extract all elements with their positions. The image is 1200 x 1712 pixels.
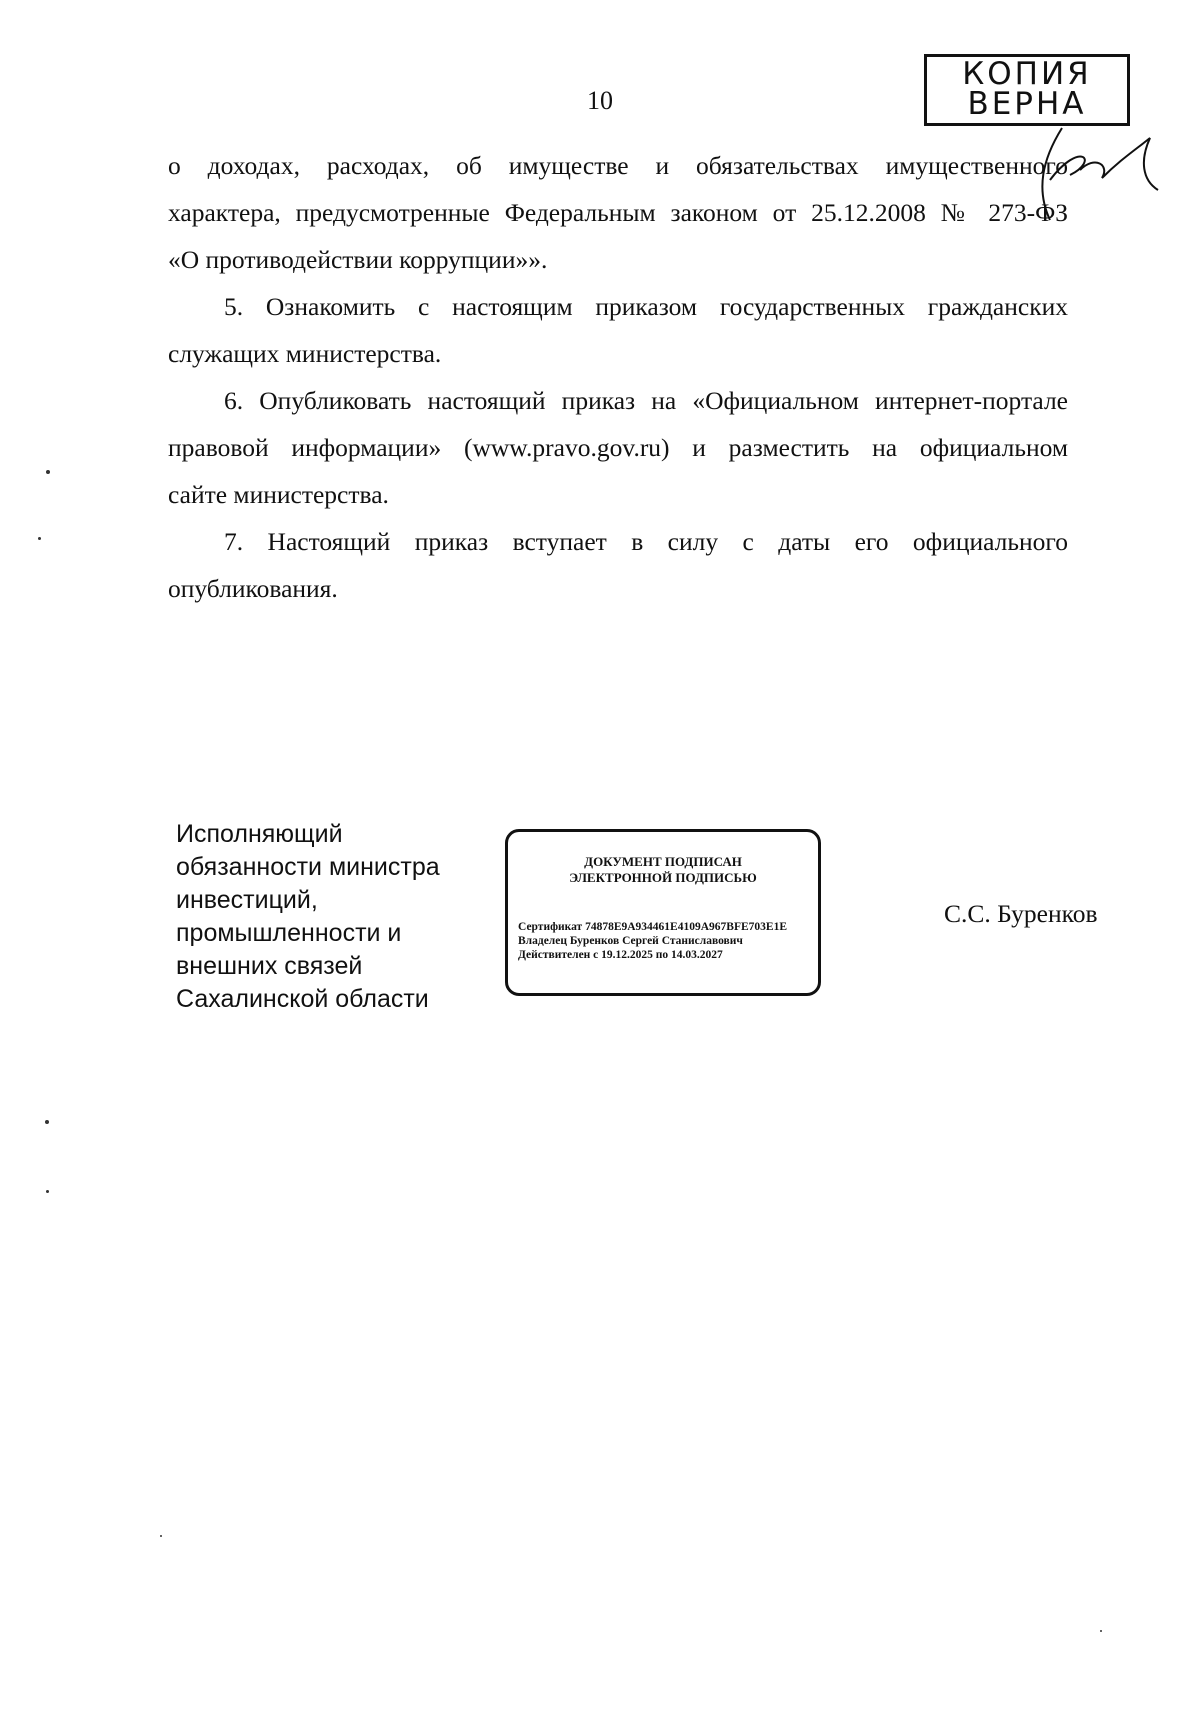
esig-title-line: ДОКУМЕНТ ПОДПИСАН xyxy=(584,854,742,869)
text-line: о доходах, расходах, об имуществе и обязательствах имущественного xyxy=(168,151,1068,180)
paragraph-6-line: сайте министерства. xyxy=(168,480,389,509)
page-number: 10 xyxy=(587,86,613,115)
main-text xyxy=(168,142,1068,612)
paragraph-7-line: 7. Настоящий приказ вступает в силу с даты его официального xyxy=(224,527,1068,556)
paragraph-7-line: опубликования. xyxy=(168,574,338,603)
signer-position-line: обязанности министра xyxy=(176,853,440,881)
signer-position-line: Исполняющий xyxy=(176,820,343,848)
signer-position-line: Сахалинской области xyxy=(176,985,429,1013)
esig-details xyxy=(518,920,814,962)
paragraph-5-line: 5. Ознакомить с настоящим приказом государственных гражданских xyxy=(224,292,1068,321)
signer-position xyxy=(176,818,476,1016)
scan-speck xyxy=(38,537,41,540)
scan-speck xyxy=(160,1535,162,1537)
stamp-line-2: ВЕРНА xyxy=(967,86,1087,122)
paragraph-5-line: служащих министерства. xyxy=(168,339,442,368)
esig-title-line: ЭЛЕКТРОННОЙ ПОДПИСЬЮ xyxy=(569,870,757,885)
scan-speck xyxy=(46,1190,49,1193)
scan-speck xyxy=(45,1120,49,1124)
esig-owner: Владелец Буренков Сергей Станиславович xyxy=(518,935,743,947)
text-line: характера, предусмотренные Федеральным законом от 25.12.2008 № 273-ФЗ xyxy=(168,198,1068,227)
stamp-line-1: КОПИЯ xyxy=(962,56,1092,92)
signer-name: С.С. Буренков xyxy=(944,899,1098,928)
esig-validity: Действителен с 19.12.2025 по 14.03.2027 xyxy=(518,949,723,961)
scan-speck xyxy=(1100,1630,1102,1632)
esig-title xyxy=(508,854,818,886)
paragraph-6-line: правовой информации» (www.pravo.gov.ru) и разместить на официальном xyxy=(168,433,1068,462)
electronic-signature-stamp xyxy=(505,829,821,996)
paragraph-6-line: 6. Опубликовать настоящий приказ на «Официальном интернет-портале xyxy=(224,386,1068,415)
signer-position-line: промышленности и xyxy=(176,919,402,947)
copy-certified-stamp xyxy=(924,54,1130,126)
signer-position-line: инвестиций, xyxy=(176,886,318,914)
signer-position-line: внешних связей xyxy=(176,952,363,980)
scan-speck xyxy=(46,470,50,474)
text-line: «О противодействии коррупции»». xyxy=(168,245,548,274)
esig-certificate: Сертификат 74878E9A934461E4109A967BFE703E1E xyxy=(518,921,787,933)
